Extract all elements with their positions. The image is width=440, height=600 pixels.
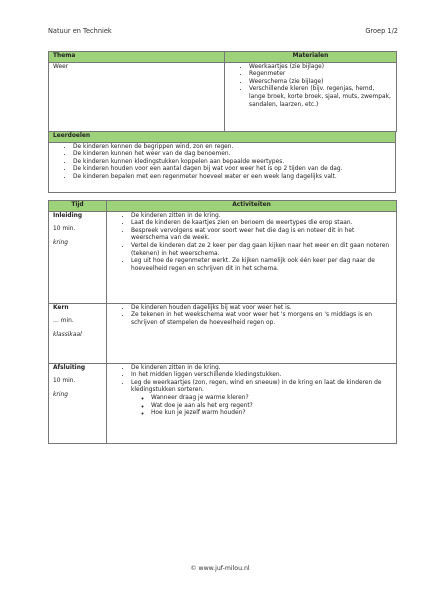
tijd-heading: Tijd [49, 201, 107, 212]
header-group: Groep 1/2 [365, 27, 398, 35]
list-item-text: Leg de weerkaartjes (zon, regen, wind en sneeuw) in de kring en laat de kinderen de kledingstukken sorteren. [131, 379, 382, 394]
question-item: ◦ Wat doe je aan als het erg regent? [151, 403, 392, 411]
activity-row-kern [49, 303, 397, 363]
list-item: • De kinderen bepalen met een regenmeter hoeveel water er een week lang dagelijks valt. [73, 174, 391, 182]
list-item: • Verschillende kleren (bijv. regenjas, hemd, lange broek, korte broek, sjaal, muts, zwempak, sandalen, laarzen, etc.) [249, 86, 392, 109]
activiteiten-table [48, 200, 397, 444]
footer-copyright: © www.juf-milou.nl [190, 565, 250, 572]
activity-row-inleiding [49, 211, 397, 303]
phase-duration: … min. [53, 318, 74, 325]
activity-cell [107, 363, 397, 443]
list-item: • Ze tekenen in het weekschema wat voor weer het 's morgens en 's middags is en schrijven of stempelen de hoeveelheid regen op. [131, 312, 392, 327]
leerdoelen-heading: Leerdoelen [49, 132, 396, 143]
question-item: ◦ Hoe kun je jezelf warm houden? [151, 410, 392, 418]
activity-row-afsluiting [49, 363, 397, 443]
materialen-cell [225, 62, 397, 131]
phase-label: Afsluiting [53, 364, 86, 371]
list-item: • Weerschema (zie bijlage) [249, 79, 392, 87]
phase-label: Inleiding [53, 212, 83, 219]
phase-label: Kern [53, 304, 69, 311]
thema-value: Weer [49, 62, 225, 131]
list-item: • De kinderen houden dagelijks bij wat voor weer het is. [131, 305, 392, 313]
tijd-cell [49, 363, 107, 443]
materialen-heading: Materialen [225, 52, 397, 63]
header-subject: Natuur en Techniek [48, 27, 112, 35]
activiteiten-heading: Activiteiten [107, 201, 397, 212]
activity-cell [107, 211, 397, 303]
list-item: • Laat de kinderen de kaartjes zien en benoem de weertypes die erop staan. [131, 220, 392, 228]
list-item: • De kinderen zitten in de kring. [131, 365, 392, 373]
leerdoelen-list [53, 144, 391, 182]
phase-group: klassikaal [53, 331, 82, 338]
phase-group: kring [53, 239, 68, 246]
list-item: • De kinderen houden voor een aantal dagen bij wat voor weer het is op 2 tijden van de dag. [73, 166, 391, 174]
activity-list [111, 213, 392, 274]
activity-cell [107, 303, 397, 363]
thema-heading: Thema [49, 52, 225, 63]
thema-materialen-table [48, 51, 397, 132]
list-item [131, 380, 392, 418]
list-item: • Bespreek vervolgens wat voor soort weer het die dag is en noteer dit in het weerschema van de week. [131, 228, 392, 243]
phase-duration: 10 min. [53, 226, 76, 233]
leerdoelen-cell [49, 142, 396, 192]
phase-duration: 10 min. [53, 378, 76, 385]
question-list [131, 395, 392, 418]
question-item: ◦ Wanneer draag je warme kleren? [151, 395, 392, 403]
list-item: • Vertel de kinderen dat ze 2 keer per dag gaan kijken naar het weer en dit gaan noteren (tekenen) in het weerschema. [131, 243, 392, 258]
phase-group: kring [53, 391, 68, 398]
list-item: • De kinderen kunnen kledingstukken koppelen aan bepaalde weertypes. [73, 159, 391, 167]
activity-list [111, 365, 392, 418]
page-header [48, 27, 398, 35]
list-item: • De kinderen kunnen het weer van de dag benoemen. [73, 151, 391, 159]
list-item: • In het midden liggen verschillende kledingstukken. [131, 372, 392, 380]
list-item: • De kinderen zitten in de kring. [131, 213, 392, 221]
list-item: • Regenmeter [249, 71, 392, 79]
activity-list [111, 305, 392, 328]
tijd-cell [49, 211, 107, 303]
materialen-list [229, 64, 392, 110]
tijd-cell [49, 303, 107, 363]
leerdoelen-table [48, 131, 396, 193]
list-item: • De kinderen kennen de begrippen wind, zon en regen. [73, 144, 391, 152]
list-item: • Leg uit hoe de regenmeter werkt. Ze kijken namelijk ook één keer per dag naar de hoeveelheid regen en schrijven dit in het schema. [131, 258, 392, 273]
list-item: • Weerkaartjes (zie bijlage) [249, 64, 392, 72]
